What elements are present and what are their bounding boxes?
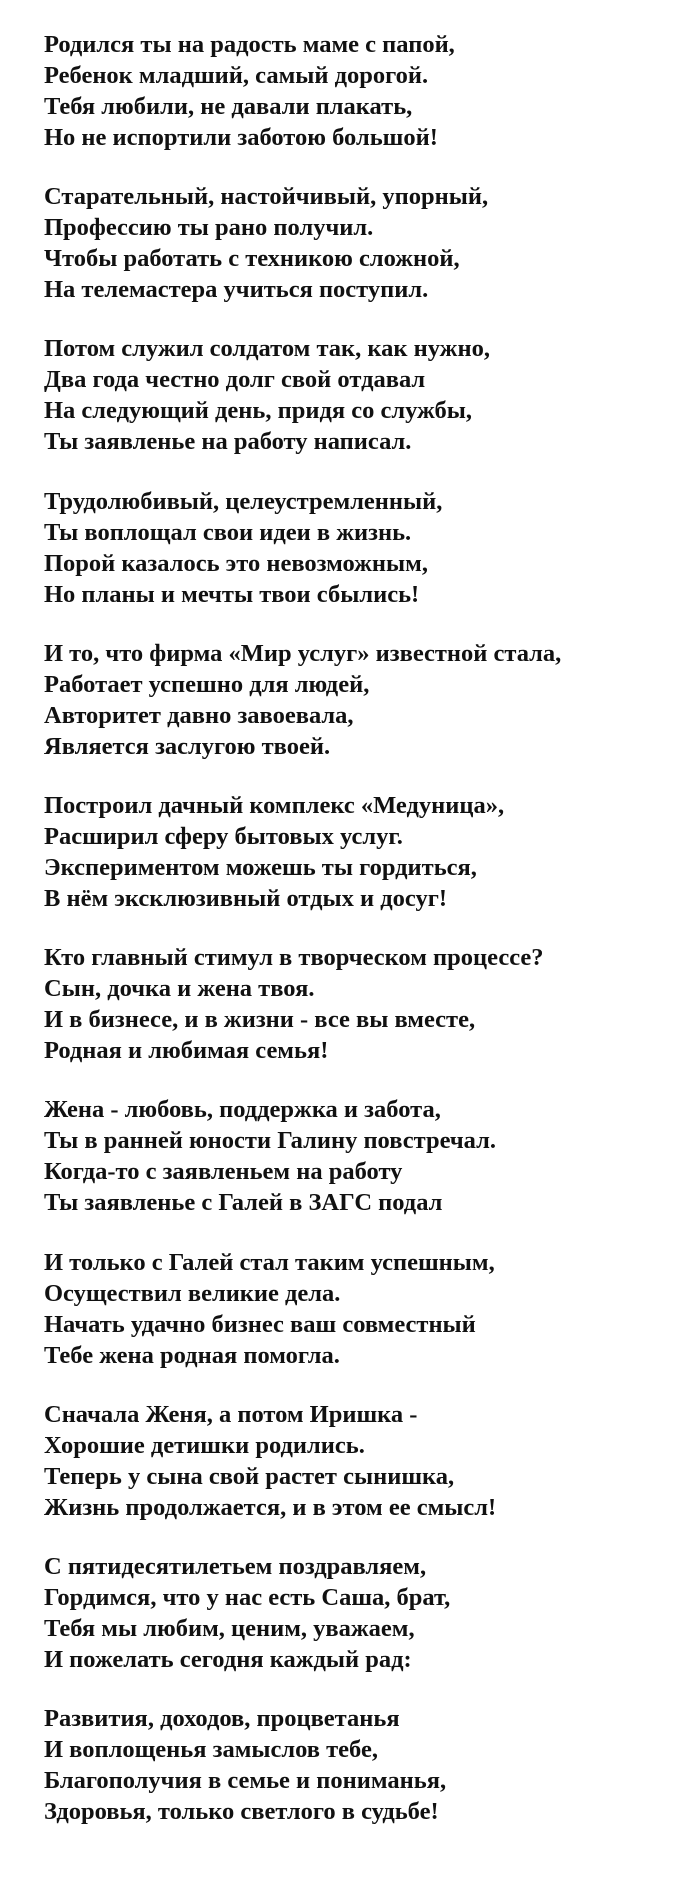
poem-line: Авторитет давно завоевала, (44, 701, 354, 729)
poem-line: Расширил сферу бытовых услуг. (44, 822, 403, 850)
poem-line: Осуществил великие дела. (44, 1279, 341, 1307)
poem-line: Работает успешно для людей, (44, 670, 370, 698)
poem-line: Чтобы работать с техникою сложной, (44, 245, 460, 273)
poem-line: Хорошие детишки родились. (44, 1431, 365, 1459)
poem-line: Но не испортили заботою большой! (44, 124, 438, 151)
poem-line: Ты в ранней юности Галину повстречал. (44, 1127, 496, 1155)
stanza (44, 638, 694, 790)
poem-line: Сначала Женя, а потом Иришка - (44, 1400, 418, 1428)
poem-line: На телемастера учиться поступил. (44, 276, 429, 304)
stanza (44, 333, 694, 485)
poem-line: Порой казалось это невозможным, (44, 549, 428, 577)
poem-line: Построил дачный комплекс «Медуница», (44, 791, 505, 819)
poem-line: Жизнь продолжается, и в этом ее смысл! (44, 1493, 497, 1521)
poem-line: И в бизнесе, и в жизни - все вы вместе, (44, 1006, 476, 1034)
poem-line: Тебя любили, не давали плакать, (44, 93, 413, 120)
stanza (44, 1094, 694, 1246)
poem-line: Родился ты на радость маме с папой, (44, 31, 455, 58)
poem-line: Ребенок младший, самый дорогой. (44, 62, 429, 89)
poem-line: Тебе жена родная помогла. (44, 1341, 340, 1369)
stanza (44, 181, 694, 333)
poem-line: И пожелать сегодня каждый рад: (44, 1645, 412, 1673)
poem-line: Ты заявленье с Галей в ЗАГС подал (44, 1189, 443, 1217)
poem-line: И то, что фирма «Мир услуг» известной стала, (44, 639, 562, 667)
poem-line: Экспериментом можешь ты гордиться, (44, 853, 477, 881)
poem-line: Ты воплощал свои идеи в жизнь. (44, 518, 412, 546)
stanza (44, 1703, 694, 1855)
stanza (44, 1399, 694, 1551)
stanza (44, 790, 694, 942)
poem-line: Здоровья, только светлого в судьбе! (44, 1798, 439, 1826)
poem-line: Профессию ты рано получил. (44, 214, 374, 242)
poem-line: С пятидесятилетьем поздравляем, (44, 1552, 427, 1580)
poem-line: Начать удачно бизнес ваш совместный (44, 1310, 476, 1338)
stanza (44, 1551, 694, 1703)
poem-line: Когда-то с заявленьем на работу (44, 1158, 403, 1186)
stanza (44, 29, 694, 181)
poem-line: Потом служил солдатом так, как нужно, (44, 335, 490, 363)
poem-line: Развития, доходов, процветанья (44, 1705, 400, 1733)
poem-line: Гордимся, что у нас есть Саша, брат, (44, 1583, 451, 1611)
poem-line: Сын, дочка и жена твоя. (44, 975, 315, 1003)
poem-line: Благополучия в семье и пониманья, (44, 1767, 447, 1795)
stanza (44, 1247, 694, 1399)
poem-line: Ты заявленье на работу написал. (44, 428, 412, 456)
poem-line: Жена - любовь, поддержка и забота, (44, 1096, 441, 1124)
poem-line: Кто главный стимул в творческом процессе? (44, 944, 544, 972)
poem-line: Тебя мы любим, ценим, уважаем, (44, 1614, 415, 1642)
poem-text (44, 29, 694, 1855)
poem-line: Трудолюбивый, целеустремленный, (44, 487, 443, 515)
poem-line: Теперь у сына свой растет сынишка, (44, 1462, 455, 1490)
poem-line: И воплощенья замыслов тебе, (44, 1736, 378, 1764)
poem-line: Но планы и мечты твои сбылись! (44, 580, 420, 608)
poem-line: Родная и любимая семья! (44, 1037, 329, 1065)
poem-line: На следующий день, придя со службы, (44, 397, 472, 425)
poem-line: Старательный, настойчивый, упорный, (44, 183, 489, 211)
poem-line: Является заслугою твоей. (44, 732, 331, 760)
stanza (44, 942, 694, 1094)
stanza (44, 486, 694, 638)
poem-line: Два года честно долг свой отдавал (44, 366, 426, 394)
poem-line: В нём эксклюзивный отдых и досуг! (44, 884, 448, 912)
poem-line: И только с Галей стал таким успешным, (44, 1248, 495, 1276)
